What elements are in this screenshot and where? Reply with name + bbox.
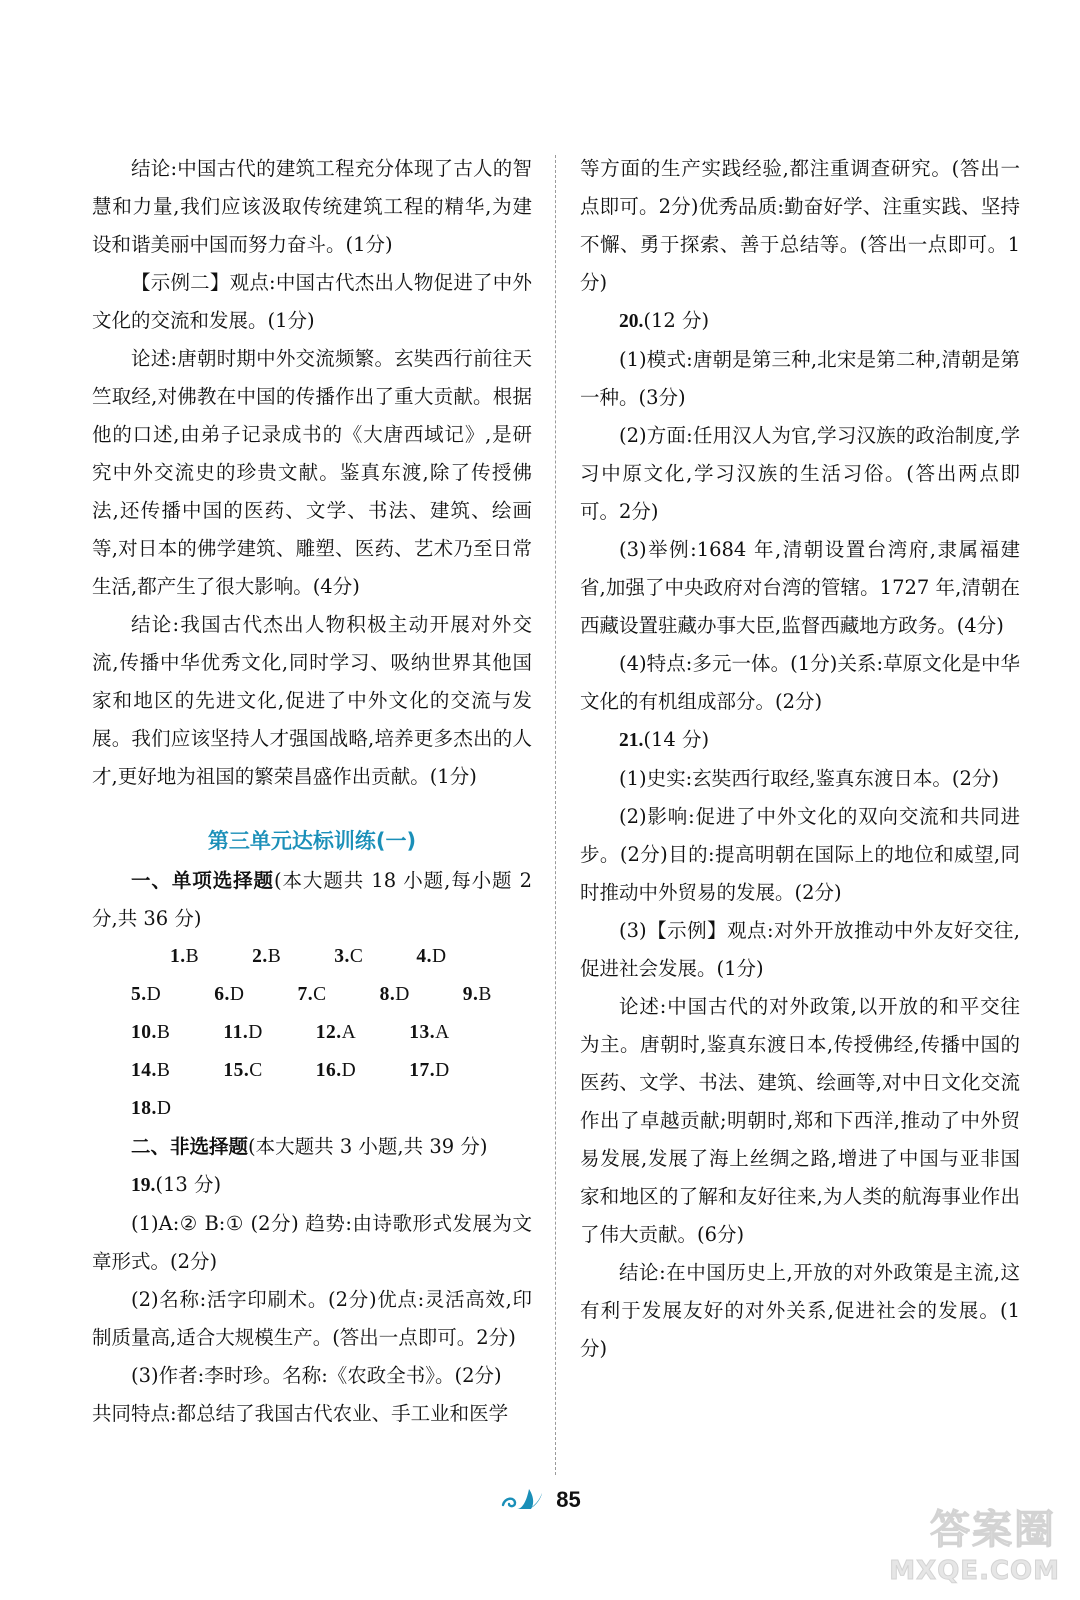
question-19-score: (13 分)	[155, 1173, 222, 1196]
answer-number: 16.	[315, 1060, 342, 1081]
answer-item	[341, 976, 410, 1014]
answer-number: 18.	[131, 1098, 157, 1119]
answer-item	[184, 1014, 262, 1052]
question-19-part-1: (1)A:② B:① (2分) 趋势:由诗歌形式发展为文章形式。(2分)	[92, 1212, 532, 1273]
answer-choice: D	[248, 1022, 263, 1043]
answer-choice: D	[146, 984, 162, 1005]
section-1-title: 一、单项选择题	[131, 869, 274, 892]
answer-number: 9.	[462, 984, 479, 1005]
answer-item	[370, 1014, 449, 1052]
question-19-part-3: (3)作者:李时珍。名称:《农政全书》。(2分)	[131, 1364, 502, 1387]
question-19-continuation: 等方面的生产实践经验,都注重调查研究。(答出一点即可。2分)优秀品质:勤奋好学、注重实践、坚持不懈、勇于探索、善于总结等。(答出一点即可。1分)	[580, 157, 1020, 294]
question-21-header	[580, 721, 1020, 760]
butterfly-swirl-icon	[499, 1485, 545, 1515]
column-divider	[555, 155, 556, 1475]
answer-choice: B	[267, 946, 282, 967]
question-19-part-2: (2)名称:活字印刷术。(2分)优点:灵活高效,印制质量高,适合大规模生产。(答出一点即可。2分)	[92, 1288, 532, 1349]
section-1-heading	[92, 862, 532, 938]
page-number: 85	[556, 1487, 581, 1512]
answer-item	[92, 1014, 170, 1052]
answer-item	[277, 1014, 356, 1052]
watermark-text-url: MXQE.COM	[889, 1556, 1060, 1586]
question-20-part-1: (1)模式:唐朝是第三种,北宋是第二种,清朝是第一种。(3分)	[580, 348, 1020, 409]
section-2-note: (本大题共 3 小题,共 39 分)	[248, 1135, 488, 1158]
question-20-number: 20.	[619, 311, 644, 332]
question-21-part-2: (2)影响:促进了中外文化的双向交流和共同进步。(2分)目的:提高明朝在国际上的地位和威望,同时推动中外贸易的发展。(2分)	[580, 805, 1020, 904]
answer-number: 10.	[131, 1022, 157, 1043]
answer-item	[277, 1052, 356, 1090]
answer-item	[213, 938, 281, 976]
answer-item	[92, 1052, 170, 1090]
right-column	[580, 150, 1020, 1368]
answer-number: 17.	[409, 1060, 436, 1081]
answer-choice: B	[156, 1022, 171, 1043]
answer-choice: C	[349, 946, 364, 967]
question-20-part-3: (3)举例:1684 年,清朝设置台湾府,隶属福建省,加强了中央政府对台湾的管辖。1727 年,清朝在西藏设置驻藏办事大臣,监督西藏地方政务。(4分)	[580, 538, 1020, 637]
question-21-part-1: (1)史实:玄奘西行取经,鉴真东渡日本。(2分)	[619, 767, 1000, 790]
question-20-part-2: (2)方面:任用汉人为官,学习汉族的政治制度,学习中原文化,学习汉族的生活习俗。(答出两点即可。2分)	[580, 424, 1020, 523]
section-2-title: 二、非选择题	[131, 1135, 249, 1158]
question-21-discussion: 论述:中国古代的对外政策,以开放的和平交往为主。唐朝时,鉴真东渡日本,传授佛经,传播中国的医药、文学、书法、建筑、绘画等,对中日文化交流作出了卓越贡献;明朝时,郑和下西洋,推动了中外贸易发展,发展了海上丝绸之路,增进了中国与亚非国家和地区的了解和友好往来,为人类的航海事业作出了伟大贡献。(6分)	[580, 995, 1020, 1246]
answer-choice: D	[156, 1098, 172, 1119]
answer-choice: D	[229, 984, 245, 1005]
answer-item	[92, 1090, 171, 1128]
answer-choice: C	[313, 984, 327, 1005]
answer-item	[377, 938, 446, 976]
answer-number: 14.	[131, 1060, 157, 1081]
question-21-conclusion: 结论:在中国历史上,开放的对外政策是主流,这有利于发展友好的对外关系,促进社会的发展。(1分)	[580, 1261, 1020, 1360]
answer-choice: B	[156, 1060, 171, 1081]
answer-choice: B	[185, 946, 200, 967]
question-20-score: (12 分)	[643, 309, 710, 332]
answer-choice: B	[478, 984, 492, 1005]
answer-choice: D	[435, 1060, 450, 1081]
answer-item	[370, 1052, 449, 1090]
answer-item	[92, 976, 161, 1014]
answer-number: 6.	[214, 984, 230, 1005]
answer-choice: C	[249, 1060, 263, 1081]
question-19-number: 19.	[131, 1175, 156, 1196]
question-19-part-3-cont: 共同特点:都总结了我国古代农业、手工业和医学	[92, 1402, 509, 1425]
answer-item	[175, 976, 244, 1014]
question-21-part-3: (3)【示例】观点:对外开放推动中外友好交往,促进社会发展。(1分)	[580, 919, 1020, 980]
answer-choice: D	[432, 946, 447, 967]
answer-number: 4.	[416, 946, 433, 967]
answer-number: 11.	[223, 1022, 249, 1043]
question-20-part-4: (4)特点:多元一体。(1分)关系:草原文化是中华文化的有机组成部分。(2分)	[580, 652, 1020, 713]
unit-title: 第三单元达标训练(一)	[207, 829, 417, 853]
answer-number: 13.	[409, 1022, 436, 1043]
question-21-score: (14 分)	[643, 728, 710, 751]
section-1-note: (本大题共 18 小题,每小题 2 分,共 36 分)	[92, 869, 532, 930]
answer-item	[184, 1052, 262, 1090]
answer-choice: A	[341, 1022, 357, 1043]
answer-choice: A	[435, 1022, 450, 1043]
answer-key	[92, 938, 532, 1128]
answer-choice: D	[395, 984, 410, 1005]
watermark-text-cn: 答案圈	[930, 1507, 1056, 1553]
answer-number: 8.	[379, 984, 396, 1005]
answer-choice: D	[341, 1060, 357, 1081]
question-19-header	[92, 1166, 532, 1205]
conclusion-paragraph-2: 结论:我国古代杰出人物积极主动开展对外交流,传播中华优秀文化,同时学习、吸纳世界其他国家和地区的先进文化,促进了中外文化的交流与发展。我们应该坚持人才强国战略,培养更多杰出的人才,更好地为祖国的繁荣昌盛作出贡献。(1分)	[92, 613, 532, 788]
answer-number: 3.	[334, 946, 350, 967]
left-column	[92, 150, 532, 1433]
answer-number: 2.	[252, 946, 268, 967]
answer-number: 5.	[131, 984, 147, 1005]
conclusion-paragraph-1: 结论:中国古代的建筑工程充分体现了古人的智慧和力量,我们应该汲取传统建筑工程的精华,为建设和谐美丽中国而努力奋斗。(1分)	[92, 157, 532, 256]
section-2-heading	[92, 1128, 532, 1166]
question-20-header	[580, 302, 1020, 341]
answer-number: 1.	[170, 946, 186, 967]
answer-item	[295, 938, 363, 976]
site-watermark	[866, 1498, 1066, 1588]
answer-number: 12.	[315, 1022, 342, 1043]
question-21-number: 21.	[619, 730, 644, 751]
answer-number: 7.	[297, 984, 314, 1005]
answer-item	[131, 938, 199, 976]
discussion-paragraph: 论述:唐朝时期中外交流频繁。玄奘西行前往天竺取经,对佛教在中国的传播作出了重大贡献。根据他的口述,由弟子记录成书的《大唐西域记》,是研究中外交流史的珍贵文献。鉴真东渡,除了传授佛法,还传播中国的医药、文学、书法、建筑、绘画等,对日本的佛学建筑、雕塑、医药、艺术乃至日常生活,都产生了很大影响。(4分)	[92, 347, 532, 598]
answer-item	[258, 976, 326, 1014]
example-two-viewpoint: 【示例二】观点:中国古代杰出人物促进了中外文化的交流和发展。(1分)	[92, 271, 532, 332]
answer-item	[424, 976, 492, 1014]
answer-number: 15.	[223, 1060, 250, 1081]
